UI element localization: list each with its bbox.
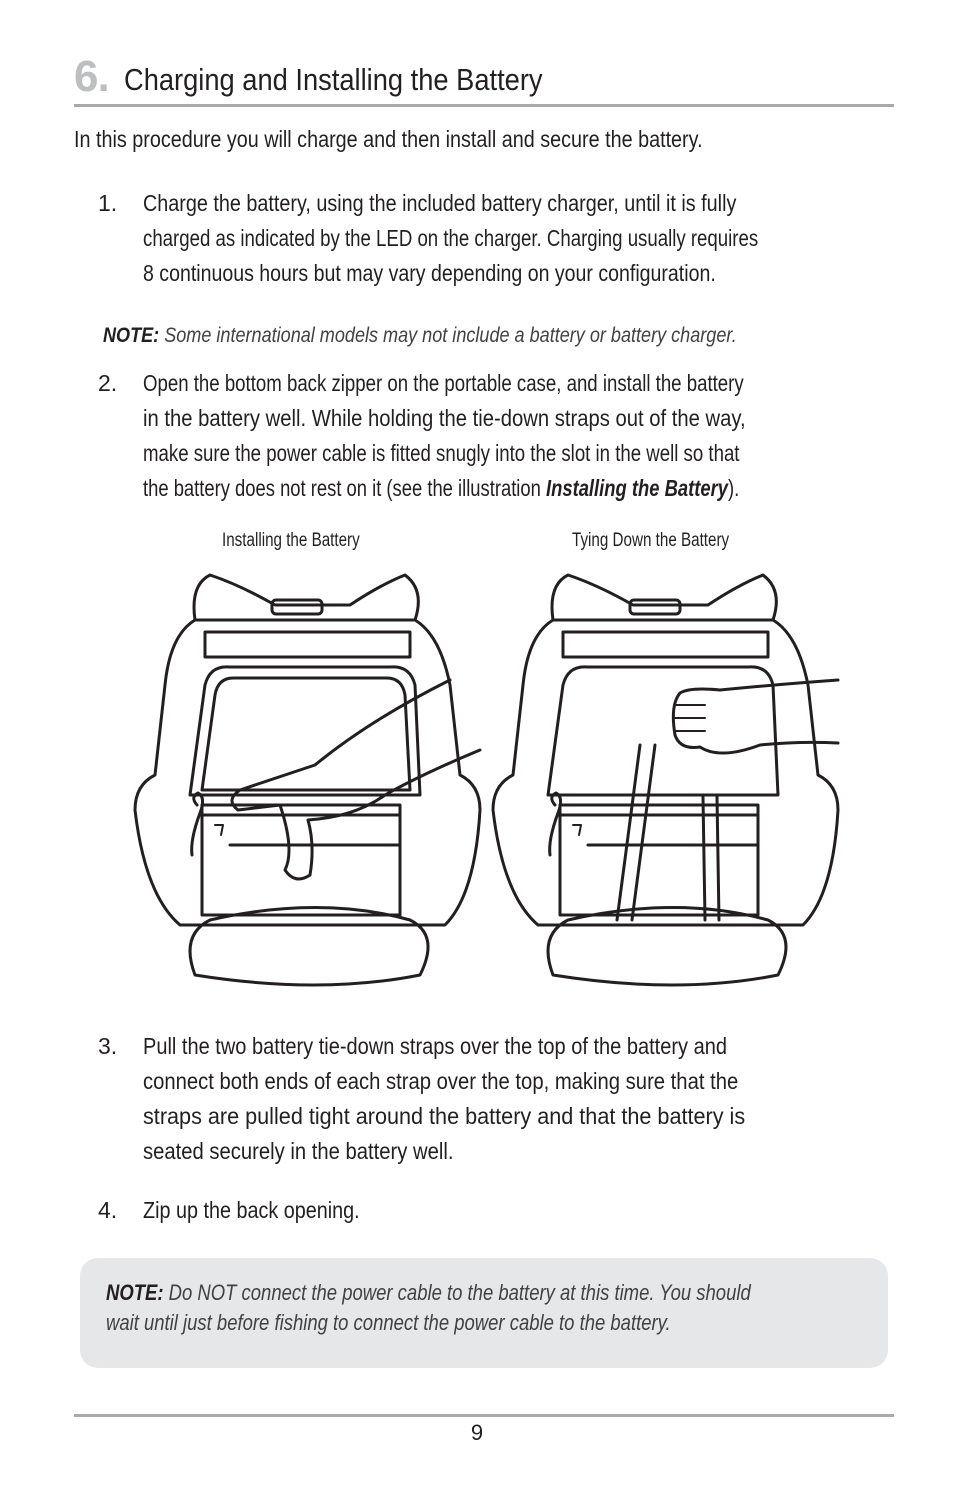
step-4-line-1: Zip up the back opening. [143,1197,360,1223]
note-box-line-1 [106,1278,751,1308]
step-2-line-4-suffix: ). [727,475,740,501]
case-installing-illustration [135,575,480,985]
note-box-label: NOTE: [106,1280,164,1305]
note-international [103,320,737,352]
section-number: 6. [74,52,109,101]
intro-paragraph: In this procedure you will charge and then install and secure the battery. [74,126,703,152]
note-box-power-cable [80,1258,888,1368]
battery-illustration [120,565,850,1005]
step-3-line-4: seated securely in the battery well. [143,1138,454,1164]
page-number: 9 [470,1420,484,1445]
case-tying-illustration [493,575,838,985]
step-2-line-1: Open the bottom back zipper on the portable case, and install the battery [143,370,744,396]
figure-reference: Installing the Battery [545,475,728,501]
step-2-line-4 [143,471,739,506]
step-3-line-2: connect both ends of each strap over the top, making sure that the [143,1068,739,1094]
section-title: Charging and Installing the Battery [124,62,543,97]
step-1-number: 1. [98,190,118,216]
step-2-line-2: in the battery well. While holding the tie-down straps out of the way, [143,405,746,431]
step-3-line-3: straps are pulled tight around the battery and that the battery is [143,1103,746,1129]
note-box-line-2: wait until just before fishing to connect the power cable to the battery. [106,1310,671,1335]
step-2-line-3: make sure the power cable is fitted snugly into the slot in the well so that [143,440,740,466]
step-2-number: 2. [98,370,118,396]
step-3-line-1: Pull the two battery tie-down straps over the top of the battery and [143,1033,727,1059]
note-text: Some international models may not include a battery or battery charger. [159,324,737,347]
footer-rule [74,1414,894,1417]
step-1-line-1: Charge the battery, using the included battery charger, until it is fully [143,190,737,216]
step-1-line-2: charged as indicated by the LED on the charger. Charging usually requires [143,225,759,251]
step-2-line-4-prefix: the battery does not rest on it (see the illustration [143,475,546,501]
note-box-text-1: Do NOT connect the power cable to the battery at this time. You should [163,1280,751,1305]
figure-caption-tying: Tying Down the Battery [572,530,730,551]
figure-caption-installing: Installing the Battery [222,530,360,551]
section-header [74,54,894,107]
note-label: NOTE: [103,324,160,347]
step-4-number: 4. [98,1197,118,1223]
step-1-line-3: 8 continuous hours but may vary depending on your configuration. [143,260,716,286]
step-3-number: 3. [98,1033,118,1059]
